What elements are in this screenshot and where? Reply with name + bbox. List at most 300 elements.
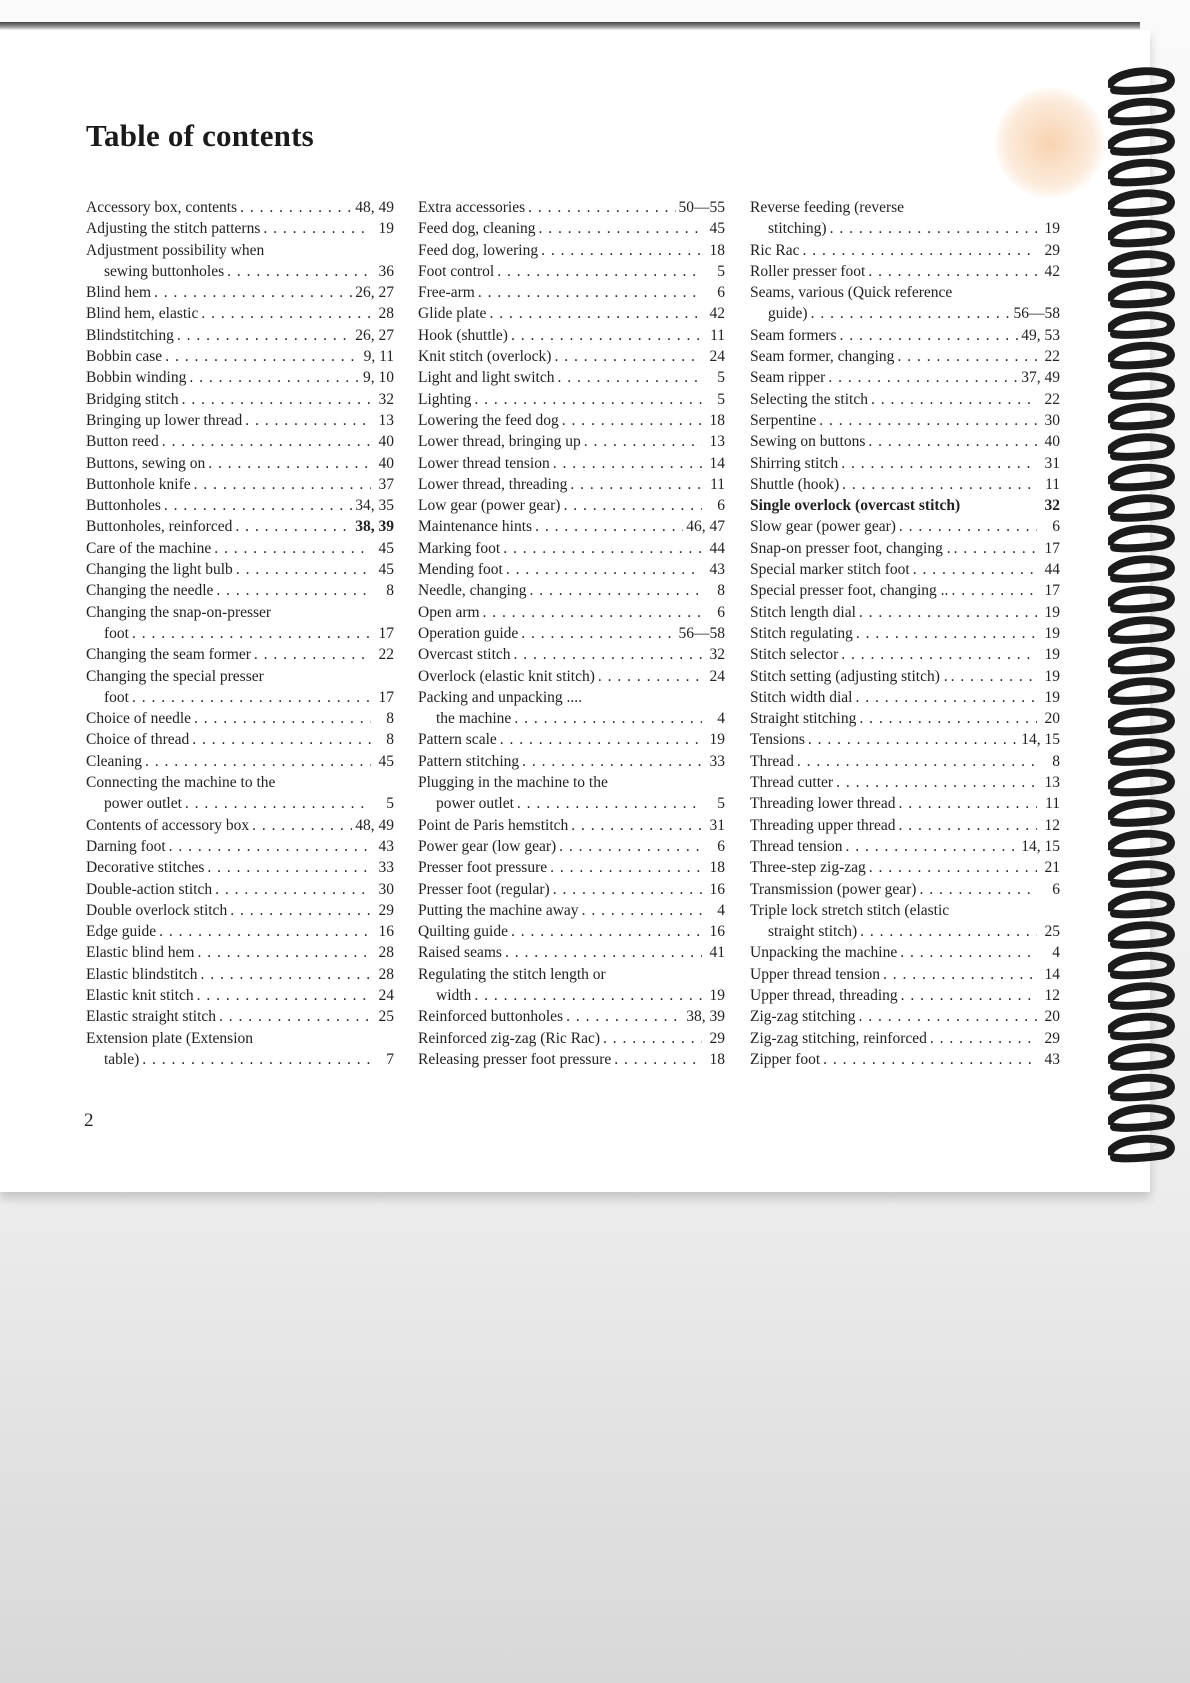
- toc-entry: [418, 793, 725, 814]
- dot-leader: [235, 516, 352, 537]
- dot-leader: [797, 751, 1037, 772]
- toc-entry: [750, 282, 1060, 303]
- dot-leader: [883, 964, 1037, 985]
- toc-entry-page: 22: [1044, 348, 1060, 366]
- dot-leader: [165, 346, 360, 367]
- toc-entry: [750, 793, 1060, 814]
- toc-entry: [86, 197, 394, 218]
- toc-entry: [86, 857, 394, 878]
- toc-entry-page: 19: [1044, 688, 1060, 706]
- dot-leader: [185, 793, 371, 814]
- toc-entry-page: 43: [709, 561, 725, 579]
- toc-entry-label: Blindstitching: [86, 326, 174, 344]
- spiral-coil: [1110, 590, 1171, 610]
- dot-leader: [584, 431, 702, 452]
- dot-leader: [514, 708, 702, 729]
- toc-entry-page: 50—55: [678, 199, 725, 216]
- toc-entry: [418, 389, 725, 410]
- toc-entry-page: 6: [717, 497, 725, 515]
- toc-entry: [418, 559, 725, 580]
- toc-entry-label: Extension plate (Extension: [86, 1029, 254, 1047]
- dot-leader: [571, 815, 702, 836]
- dot-leader: [858, 1006, 1037, 1027]
- toc-entry-page: 14, 15: [1021, 731, 1060, 749]
- toc-entry-page: 18: [709, 241, 725, 259]
- toc-entry-label: Regulating the stitch length or: [418, 965, 606, 983]
- dot-leader: [514, 644, 702, 665]
- toc-entry-page: 17: [378, 688, 394, 706]
- toc-entry-page: 5: [717, 369, 725, 387]
- dot-leader: [154, 282, 352, 303]
- toc-entry: [418, 879, 725, 900]
- toc-entry-label: Stitch setting (adjusting stitch) .: [750, 667, 948, 685]
- toc-entry-label: Lower thread, threading: [418, 475, 568, 493]
- dot-leader: [869, 857, 1037, 878]
- toc-entry-label: Lighting: [418, 390, 472, 408]
- toc-entry-page: 5: [386, 795, 394, 813]
- dot-leader: [897, 346, 1037, 367]
- toc-entry-page: 46, 47: [686, 518, 725, 536]
- toc-entry: [86, 495, 394, 516]
- toc-entry-label: Zipper foot: [750, 1050, 821, 1068]
- toc-entry: [750, 240, 1060, 261]
- toc-entry: [750, 985, 1060, 1006]
- toc-column-3: [750, 197, 1060, 1070]
- toc-entry-label: Lower thread tension: [418, 454, 550, 472]
- dot-leader: [227, 261, 371, 282]
- toc-entry: [750, 580, 1060, 601]
- dot-leader: [254, 644, 371, 665]
- page-title: Table of contents: [86, 118, 314, 153]
- toc-entry-label: Mending foot: [418, 561, 503, 579]
- dot-leader: [216, 580, 371, 601]
- toc-entry: [750, 900, 1060, 921]
- toc-entry-label: Stitch selector: [750, 646, 839, 664]
- toc-entry-label: Elastic blind hem: [86, 944, 195, 962]
- dot-leader: [164, 495, 352, 516]
- dot-leader: [819, 410, 1037, 431]
- dot-leader: [240, 197, 352, 218]
- spiral-binding: [1108, 62, 1178, 1172]
- toc-entry-label: Reverse feeding (reverse: [750, 199, 905, 216]
- toc-entry-label: power outlet: [436, 795, 514, 813]
- dot-leader: [842, 474, 1037, 495]
- toc-entry: [750, 1006, 1060, 1027]
- toc-entry: [750, 708, 1060, 729]
- toc-entry: [750, 729, 1060, 750]
- toc-entry-page: 6: [717, 284, 725, 302]
- toc-entry-page: 9, 11: [363, 348, 394, 366]
- toc-entry-label: Double-action stitch: [86, 880, 213, 898]
- dot-leader: [132, 687, 371, 708]
- toc-entry-label: Cleaning: [86, 752, 142, 770]
- toc-entry-label: Seam ripper: [750, 369, 826, 387]
- dot-leader: [899, 516, 1037, 537]
- dot-leader: [506, 559, 702, 580]
- toc-entry-label: Care of the machine: [86, 539, 212, 557]
- toc-entry: [86, 303, 394, 324]
- toc-entry-label: sewing buttonholes: [104, 262, 225, 280]
- toc-entry-label: Buttonholes, reinforced: [86, 518, 233, 536]
- spiral-coil: [1110, 285, 1171, 305]
- toc-entry: [86, 985, 394, 1006]
- spiral-coil: [1110, 681, 1171, 701]
- spiral-coil: [1110, 193, 1171, 213]
- dot-leader: [517, 793, 702, 814]
- toc-entry-label: Power gear (low gear): [418, 837, 557, 855]
- toc-entry-label: Threading upper thread: [750, 816, 896, 834]
- toc-entry-page: 25: [1044, 923, 1060, 941]
- toc-entry: [750, 453, 1060, 474]
- toc-entry: [418, 282, 725, 303]
- spiral-coil: [1110, 956, 1171, 976]
- toc-entry: [418, 602, 725, 623]
- toc-entry-page: 45: [378, 561, 394, 579]
- toc-entry-label: Presser foot pressure: [418, 859, 548, 877]
- toc-entry-label: Seam formers: [750, 326, 837, 344]
- toc-entry-label: Foot control: [418, 262, 495, 280]
- toc-entry-page: 17: [1044, 539, 1060, 557]
- toc-entry-label: Bringing up lower thread: [86, 411, 243, 429]
- toc-entry-label: Blind hem: [86, 284, 152, 302]
- dot-leader: [528, 197, 675, 218]
- toc-entry-page: 30: [1044, 411, 1060, 429]
- toc-entry: [86, 602, 394, 623]
- toc-entry-label: Stitch regulating: [750, 624, 853, 642]
- toc-entry: [418, 325, 725, 346]
- toc-entry-page: 40: [378, 454, 394, 472]
- toc-entry-label: Feed dog, lowering: [418, 241, 539, 259]
- toc-entry-label: Zig-zag stitching: [750, 1008, 856, 1026]
- toc-entry: [418, 474, 725, 495]
- toc-entry: [418, 942, 725, 963]
- dot-leader: [132, 623, 371, 644]
- toc-entry-label: Changing the special presser: [86, 667, 264, 685]
- toc-entry-page: 29: [1044, 1029, 1060, 1047]
- dot-leader: [474, 389, 702, 410]
- toc-entry: [750, 389, 1060, 410]
- dot-leader: [859, 708, 1037, 729]
- toc-entry: [86, 623, 394, 644]
- dot-leader: [483, 602, 702, 623]
- toc-entry-page: 38, 39: [355, 518, 394, 536]
- toc-entry-label: Elastic knit stitch: [86, 986, 194, 1004]
- dot-leader: [236, 559, 371, 580]
- toc-entry-page: 19: [1044, 646, 1060, 664]
- dot-leader: [898, 815, 1037, 836]
- toc-entry-label: Changing the needle: [86, 582, 214, 600]
- toc-entry-page: 19: [378, 220, 394, 238]
- toc-entry-page: 44: [709, 539, 725, 557]
- toc-entry-label: Changing the seam former: [86, 646, 251, 664]
- dot-leader: [159, 921, 371, 942]
- page-number: 2: [84, 1110, 94, 1131]
- toc-entry-page: 25: [378, 1008, 394, 1026]
- dot-leader: [559, 836, 702, 857]
- toc-entry-page: 13: [709, 433, 725, 451]
- toc-entry-label: Needle, changing: [418, 582, 527, 600]
- dot-leader: [808, 729, 1018, 750]
- dot-leader: [541, 240, 702, 261]
- toc-entry: [750, 538, 1060, 559]
- toc-entry: [418, 708, 725, 729]
- toc-entry: [750, 261, 1060, 282]
- toc-entry-page: 5: [717, 390, 725, 408]
- toc-entry-label: Shuttle (hook): [750, 475, 840, 493]
- toc-entry-label: stitching): [768, 220, 827, 238]
- toc-entry-page: 14: [709, 454, 725, 472]
- spiral-coil: [1110, 773, 1171, 793]
- toc-entry: [418, 1028, 725, 1049]
- dot-leader: [563, 495, 702, 516]
- dot-leader: [177, 325, 352, 346]
- toc-entry-page: 5: [717, 795, 725, 813]
- toc-entry-page: 4: [1052, 944, 1060, 962]
- dot-leader: [553, 879, 702, 900]
- toc-entry-label: Releasing presser foot pressure: [418, 1050, 612, 1068]
- toc-entry: [86, 218, 394, 239]
- toc-entry-label: the machine: [436, 710, 512, 728]
- dot-leader: [557, 367, 702, 388]
- toc-entry-page: 29: [378, 901, 394, 919]
- spiral-coil: [1110, 1078, 1171, 1098]
- dot-leader: [598, 666, 702, 687]
- toc-entry-label: Snap-on presser foot, changing .: [750, 539, 951, 557]
- toc-entry-label: Upper thread tension: [750, 965, 880, 983]
- toc-entry-label: Sewing on buttons: [750, 433, 866, 451]
- toc-entry-page: 9, 10: [363, 369, 394, 387]
- dot-leader: [474, 985, 702, 1006]
- toc-entry-page: 18: [709, 859, 725, 877]
- toc-entry: [86, 431, 394, 452]
- toc-entry: [418, 772, 725, 793]
- toc-entry-label: Changing the snap-on-presser: [86, 603, 272, 621]
- toc-entry: [418, 410, 725, 431]
- dot-leader: [529, 580, 702, 601]
- toc-entry-page: 14, 15: [1021, 837, 1060, 855]
- dot-leader: [169, 836, 371, 857]
- toc-entry-label: Buttonholes: [86, 497, 161, 515]
- toc-entry-label: Threading lower thread: [750, 795, 896, 813]
- toc-entry-page: 32: [1044, 497, 1060, 515]
- toc-entry-page: 19: [709, 731, 725, 749]
- toc-entry: [418, 836, 725, 857]
- toc-entry-label: Knit stitch (overlock): [418, 348, 552, 366]
- toc-entry-label: Serpentine: [750, 411, 817, 429]
- dot-leader: [162, 431, 371, 452]
- toc-entry-label: Tensions: [750, 731, 805, 749]
- toc-entry: [418, 815, 725, 836]
- toc-entry: [750, 751, 1060, 772]
- dot-leader: [901, 985, 1037, 1006]
- toc-entry: [86, 516, 394, 537]
- dot-leader: [846, 836, 1019, 857]
- toc-entry-label: Slow gear (power gear): [750, 518, 896, 536]
- toc-entry-label: Stitch width dial: [750, 688, 853, 706]
- toc-entry: [750, 516, 1060, 537]
- toc-entry-label: Putting the machine away: [418, 901, 579, 919]
- toc-entry: [86, 836, 394, 857]
- toc-entry: [750, 879, 1060, 900]
- toc-entry-page: 29: [709, 1029, 725, 1047]
- toc-entry: [750, 410, 1060, 431]
- toc-entry: [86, 580, 394, 601]
- toc-entry: [418, 346, 725, 367]
- toc-entry-label: Seams, various (Quick reference: [750, 284, 953, 302]
- toc-entry-page: 16: [378, 923, 394, 941]
- dot-leader: [566, 1006, 683, 1027]
- toc-entry-page: 36: [378, 262, 394, 280]
- toc-entry-page: 31: [1044, 454, 1060, 472]
- toc-entry: [750, 623, 1060, 644]
- toc-entry-page: 30: [378, 880, 394, 898]
- toc-entry-page: 41: [709, 944, 725, 962]
- toc-entry-label: Overcast stitch: [418, 646, 511, 664]
- spiral-coil: [1110, 925, 1171, 945]
- toc-entry: [750, 964, 1060, 985]
- toc-entry-label: Overlock (elastic knit stitch): [418, 667, 595, 685]
- toc-entry: [750, 772, 1060, 793]
- toc-entry: [750, 602, 1060, 623]
- dot-leader: [145, 751, 371, 772]
- toc-entry: [750, 687, 1060, 708]
- toc-entry-label: Straight stitching: [750, 710, 857, 728]
- dot-leader: [521, 623, 675, 644]
- spiral-coil: [1110, 712, 1171, 732]
- dot-leader: [562, 410, 702, 431]
- toc-entry: [86, 879, 394, 900]
- toc-entry-page: 6: [1052, 880, 1060, 898]
- toc-entry: [418, 751, 725, 772]
- toc-entry-label: straight stitch): [768, 923, 858, 941]
- spiral-coil: [1110, 346, 1171, 366]
- dot-leader: [503, 538, 702, 559]
- toc-entry: [86, 793, 394, 814]
- spiral-coil: [1110, 620, 1171, 640]
- spiral-coil: [1110, 437, 1171, 457]
- toc-entry-page: 40: [378, 433, 394, 451]
- toc-entry-page: 17: [1044, 582, 1060, 600]
- toc-entry-page: 37: [378, 475, 394, 493]
- dot-leader: [497, 261, 702, 282]
- toc-entry-page: 13: [1044, 774, 1060, 792]
- spiral-coil: [1110, 834, 1171, 854]
- dot-leader: [913, 559, 1037, 580]
- toc-entry: [86, 367, 394, 388]
- toc-entry-label: Thread tension: [750, 837, 843, 855]
- toc-entry-label: Marking foot: [418, 539, 501, 557]
- dot-leader: [830, 218, 1037, 239]
- toc-entry-label: Free-arm: [418, 284, 475, 302]
- toc-entry-label: Glide plate: [418, 305, 487, 323]
- toc-entry-label: Reinforced buttonholes: [418, 1008, 564, 1026]
- toc-entry-label: Lower thread, bringing up: [418, 433, 581, 451]
- spiral-coil: [1110, 132, 1171, 152]
- toc-entry: [750, 1049, 1060, 1070]
- spiral-coil: [1110, 895, 1171, 915]
- toc-entry: [750, 325, 1060, 346]
- dot-leader: [194, 474, 371, 495]
- toc-entry: [86, 474, 394, 495]
- toc-entry: [418, 921, 725, 942]
- toc-entry: [86, 1006, 394, 1027]
- toc-entry-page: 33: [378, 859, 394, 877]
- toc-entry: [418, 538, 725, 559]
- dot-leader: [954, 538, 1037, 559]
- toc-entry-label: Bobbin case: [86, 348, 163, 366]
- dot-leader: [214, 538, 371, 559]
- toc-entry-label: Adjusting the stitch patterns: [86, 220, 261, 238]
- toc-entry: [750, 666, 1060, 687]
- toc-entry-page: 19: [709, 986, 725, 1004]
- dot-leader: [603, 1028, 702, 1049]
- toc-entry-page: 18: [709, 411, 725, 429]
- next-page-edge: [0, 22, 1140, 30]
- toc-entry-label: Packing and unpacking ....: [418, 688, 583, 706]
- toc-entry-page: 19: [1044, 667, 1060, 685]
- toc-entry-page: 43: [1044, 1050, 1060, 1068]
- toc-entry-page: 33: [709, 752, 725, 770]
- toc-entry-label: Raised seams: [418, 944, 502, 962]
- toc-entry-page: 5: [717, 262, 725, 280]
- toc-entry: [86, 261, 394, 282]
- stain-mark: [995, 88, 1105, 198]
- toc-entry-page: 38, 39: [686, 1008, 725, 1026]
- toc-entry-label: Bobbin winding: [86, 369, 187, 387]
- toc-entry-page: 48, 49: [355, 816, 394, 834]
- spiral-coil: [1110, 1047, 1171, 1067]
- toc-entry-page: 18: [709, 1050, 725, 1068]
- dot-leader: [201, 964, 372, 985]
- toc-entry-page: 4: [717, 710, 725, 728]
- toc-entry-label: Pattern stitching: [418, 752, 520, 770]
- dot-leader: [840, 325, 1019, 346]
- toc-entry: [418, 303, 725, 324]
- toc-entry-label: Open arm: [418, 603, 480, 621]
- toc-entry-page: 56—58: [1013, 305, 1060, 323]
- spiral-coil: [1110, 102, 1171, 122]
- dot-leader: [841, 644, 1037, 665]
- toc-entry-page: 56—58: [678, 624, 725, 642]
- toc-entry-page: 31: [709, 816, 725, 834]
- dot-leader: [197, 985, 371, 1006]
- toc-entry-page: 12: [1044, 816, 1060, 834]
- toc-entry-page: 6: [717, 603, 725, 621]
- toc-entry: [750, 495, 1060, 516]
- toc-entry-page: 21: [1044, 859, 1060, 877]
- spiral-coil: [1110, 315, 1171, 335]
- toc-entry: [418, 431, 725, 452]
- spiral-coil: [1110, 1139, 1171, 1159]
- toc-entry-page: 19: [1044, 603, 1060, 621]
- dot-leader: [192, 729, 371, 750]
- toc-entry: [86, 964, 394, 985]
- toc-entry: [86, 772, 394, 793]
- toc-entry-label: Adjustment possibility when: [86, 241, 265, 259]
- spiral-coil: [1110, 163, 1171, 183]
- dot-leader: [614, 1049, 702, 1070]
- toc-entry-page: 8: [717, 582, 725, 600]
- toc-entry-label: Triple lock stretch stitch (elastic: [750, 901, 950, 919]
- dot-leader: [828, 367, 1018, 388]
- toc-entry: [750, 218, 1060, 239]
- toc-entry: [750, 559, 1060, 580]
- toc-entry-page: 45: [709, 220, 725, 238]
- dot-leader: [554, 346, 702, 367]
- toc-entry: [418, 687, 725, 708]
- toc-entry-page: 42: [709, 305, 725, 323]
- toc-entry-label: guide): [768, 305, 808, 323]
